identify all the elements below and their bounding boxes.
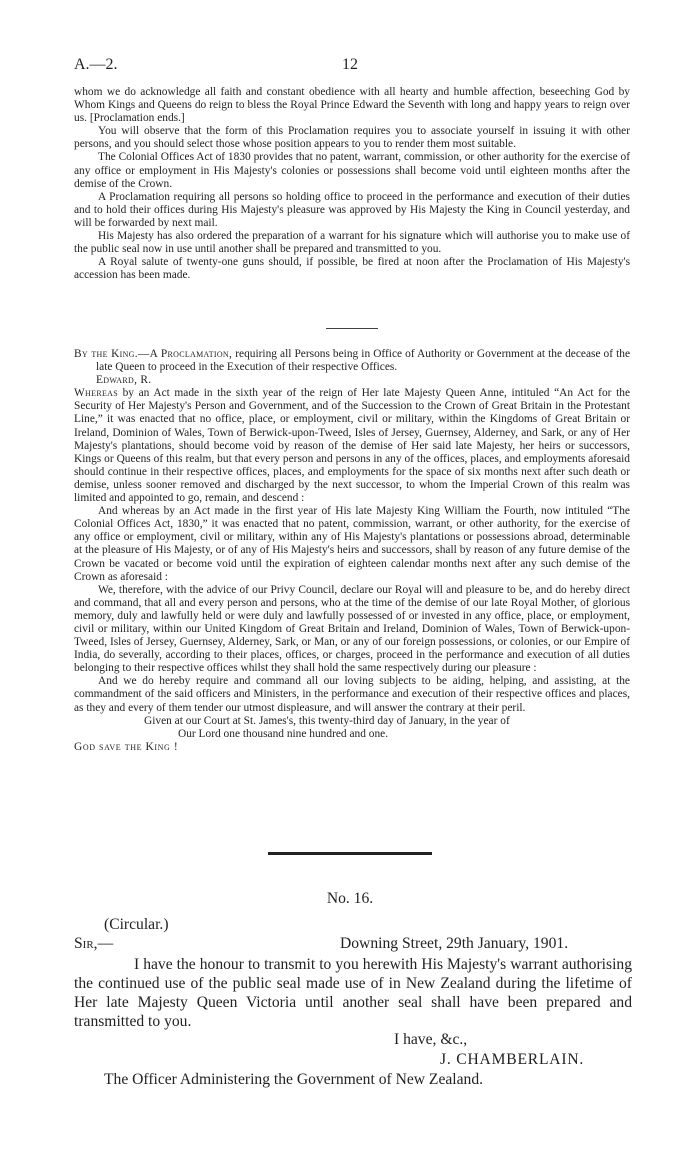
intro-paragraph: His Majesty has also ordered the preparation of a warrant for his signature which will authorise you to make use of the public seal now in use until another shall be prepared and transmitted to you.	[74, 230, 630, 256]
proclamation-paragraph: And whereas by an Act made in the first year of His late Majesty King William the Fourth, now intituled “The Colonial Offices Act, 1830,” it was enacted that no patent, commission, warrant, or other authority, for the exercise of any office or employment, civil or military, within any of His Majesty's plantations or possessions abroad, determinable at the pleasure of His Majesty, or of any of His Majesty's heirs and successors, shall by reason of any future demise of the Crown be vacated or become void until the expiration of eighteen calendar months next after any such demise of the Crown as aforesaid :	[74, 505, 630, 583]
whereas-lead: Whereas	[74, 387, 118, 400]
circular-label: (Circular.)	[104, 916, 169, 933]
despatch-intro	[74, 86, 630, 282]
god-save-the-king: God save the King !	[74, 740, 179, 753]
proclamation-heading	[74, 348, 630, 374]
letter-addressee: The Officer Administering the Government of New Zealand.	[104, 1071, 484, 1088]
letter-number: No. 16.	[326, 890, 374, 907]
given-at-line: Given at our Court at St. James's, this twenty-third day of January, in the year of	[144, 714, 510, 727]
page-header	[74, 56, 630, 78]
proclamation-paragraph: We, therefore, with the advice of our Privy Council, declare our Royal will and pleasure to be, and do hereby direct and command, that all and every person and persons, who at the time of the demise of our late Royal Mother, of glorious memory, duly and lawfully held or were duly and lawfully possessed of or invested in any office, place, or employment, civil or military, within our United Kingdom of Great Britain and Ireland, Dominion of Wales, Town of Berwick-upon-Tweed, Isles of Jersey, Guernsey, Alderney, Sark, or Man, or any of our foreign possessions, or colonies, or our Empire of India, do severally, according to their places, offices, or charges, proceed in the performance and execution of all duties belonging to their respective offices whilst they shall hold the same respectively during our pleasure :	[74, 583, 630, 675]
heading-rest: requiring all Persons being in Office of Authority or Government at the decease of the late Queen to proceed in the Execution of their respective Offices.	[96, 348, 631, 374]
proclamation-paragraph: And we do hereby require and command all our loving subjects to be aiding, helping, and assisting, at the commandment of the said officers and Ministers, in the performance and execution of their respective offices and places, as they and every of them tender our utmost displeasure, and will answer the contrary at their peril.	[74, 675, 630, 714]
section-divider	[326, 328, 378, 329]
heading-lead: By the King.	[74, 348, 138, 360]
salutation: Sir,—	[74, 935, 114, 952]
place-and-date: Downing Street, 29th January, 1901.	[340, 935, 569, 952]
intro-paragraph: The Colonial Offices Act of 1830 provides that no patent, warrant, commission, or other authority for the exercise of any office or employment in His Majesty's colonies or possessions shall become void until eighteen months after the demise of the Crown.	[74, 151, 630, 190]
letter-signature: J. CHAMBERLAIN.	[440, 1051, 585, 1068]
letter-closing: I have, &c.,	[394, 1031, 468, 1048]
page-number: 12	[342, 56, 358, 73]
given-at-line: Our Lord one thousand nine hundred and one.	[178, 727, 389, 740]
letter-body	[74, 955, 632, 1031]
heading-smallcaps: —A Proclamation,	[137, 348, 233, 360]
whereas-text: by an Act made in the sixth year of the reign of Her late Majesty Queen Anne, intituled “An Act for the Security of Her Majesty's Person and Government, and of the Succession to the Crown of Great Britain in the Protestant Line,” it was enacted that no office, place, or employment, civil or military, within the Kingdoms of Great Britain or Ireland, Dominion of Wales, Town of Berwick-upon-Tweed, Isles of Jersey, Guernsey, Alderney, and Sark, or any of Her Majesty's plantations, should become void by reason of the demise of Her said late Majesty, her heirs or successors, Kings or Queens of this realm, but that every person and persons in any of the offices, places, and employments aforesaid should continue in their respective offices, places, and employments for the space of six months next after such death or demise, unless sooner removed and discharged by the next successor, to whom the Imperial Crown of this realm was limited and appointed to go, remain, and descend :	[74, 387, 630, 505]
intro-paragraph: A Royal salute of twenty-one guns should, if possible, be fired at noon after the Proclamation of His Majesty's accession has been made.	[74, 256, 630, 282]
intro-paragraph: A Proclamation requiring all persons so holding office to proceed in the performance and execution of their duties and to hold their offices during His Majesty's pleasure was approved by His Majesty the King in Council yesterday, and will be forwarded by next mail.	[74, 190, 630, 229]
proclamation	[74, 348, 630, 754]
intro-paragraph: whom we do acknowledge all faith and constant obedience with all hearty and humble affection, beseeching God by Whom Kings and Queens do reign to bless the Royal Prince Edward the Seventh with long and happy years to reign over us. [Proclamation ends.]	[74, 86, 630, 125]
letter-paragraph: I have the honour to transmit to you herewith His Majesty's warrant authorising the continued use of the public seal made use of in New Zealand during the lifetime of Her late Majesty Queen Victoria until another seal shall have been prepared and transmitted to you.	[74, 956, 632, 1030]
section-divider-thick	[268, 852, 432, 855]
paper-reference: A.—2.	[74, 56, 118, 73]
intro-paragraph: You will observe that the form of this Proclamation requires you to associate yourself in issuing it with other persons, and you should select those whose position appears to you to render them most suitable.	[74, 125, 630, 151]
proclamation-signatory: Edward, R.	[96, 374, 152, 387]
whereas-paragraph	[74, 387, 630, 505]
